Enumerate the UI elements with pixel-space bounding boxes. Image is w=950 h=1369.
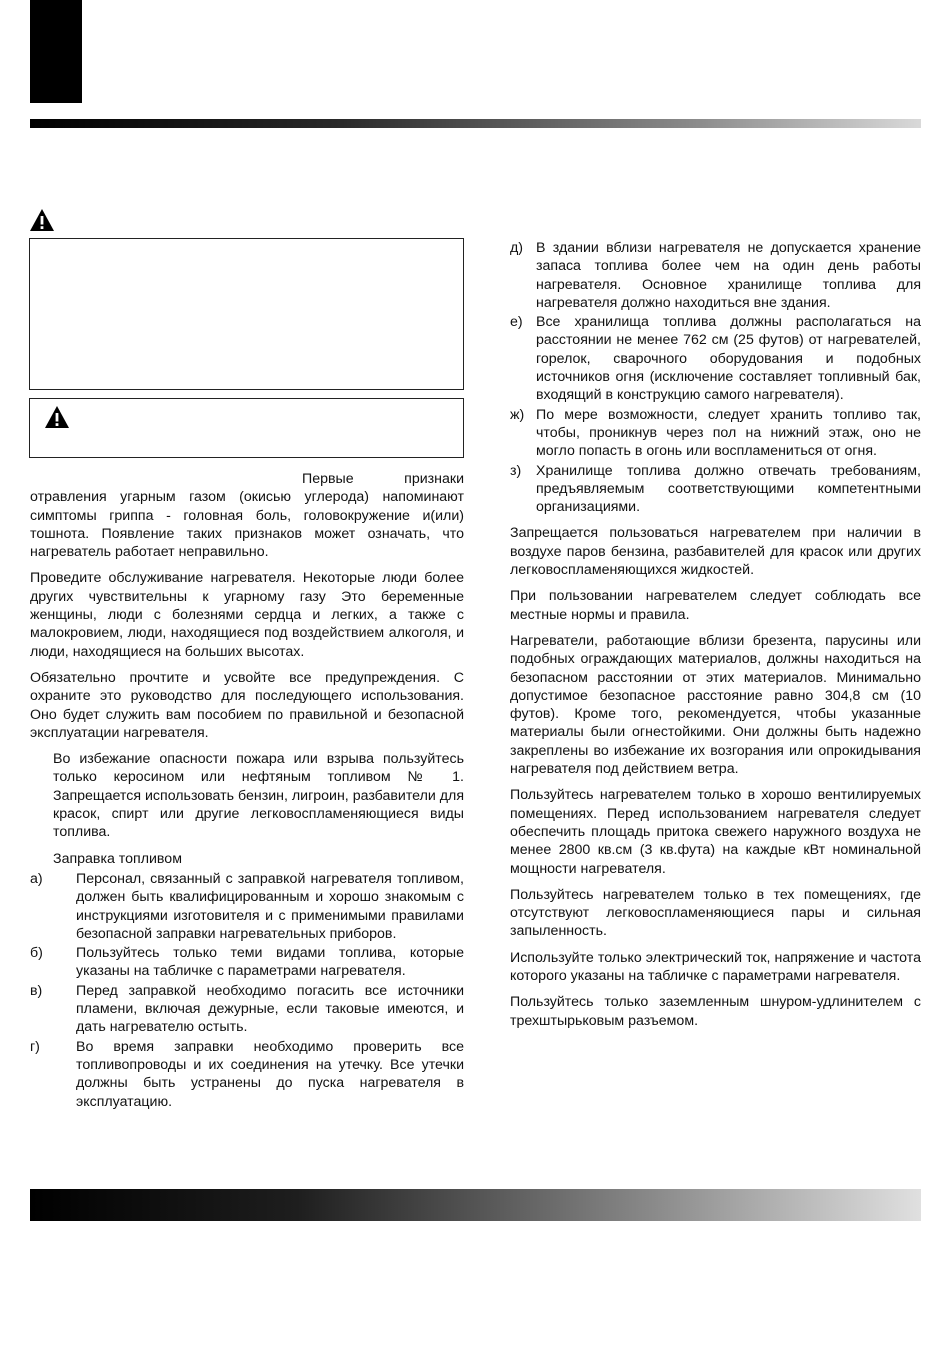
warning-box [29,238,464,390]
list-item-text: Персонал, связанный с заправкой нагревателя топливом, должен быть квалифицированным и хорошо знакомым с инструкциями изготовителя и с применимыми правилами безопасной заправки нагревательных приборов. [76,870,464,942]
list-marker: д) [510,240,524,256]
refuel-heading: Заправка топливом [53,850,182,867]
list-marker: ж) [510,406,525,423]
refuel-item [30,944,464,981]
list-marker: а) [30,870,43,887]
list-marker: г) [30,1038,40,1055]
list-item-text: По мере возможности, следует хранить топливо так, чтобы, проникнув через пол на нижний этаж, оно не могло попасть в огонь или воспламениться от огня. [536,406,921,460]
list-marker: е) [510,314,523,331]
list-item-text: Пользуйтесь только теми видами топлива, которые указаны на табличке с параметрами нагревателя. [76,945,464,980]
warning-triangle-icon [44,405,70,429]
list-item-text: Перед заправкой необходимо погасить все источники пламени, включая дежурные, если таковые имеются, и дать нагревателю остыть. [76,982,464,1036]
caution-box [29,398,464,458]
maintenance-paragraph: Проведите обслуживание нагревателя. Некоторые люди более других чувствительны к угарному газу Это беременные женщины, люди с болезнями сердца и легких, а также с малокровием, люди, находящиеся под воздействием алкоголя, и люди, находящиеся на больших высотах. [30,570,464,660]
storage-item [510,462,921,517]
refuel-item [30,1038,464,1111]
list-item-text: В здании вблизи нагревателя не допускается хранение запаса топлива более чем на один день работы нагревателя. Основное хранилище топлива для нагревателя должно находиться вне здания. [536,240,921,311]
grounded-cord-paragraph: Пользуйтесь только заземленным шнуром-удлинителем с трехштырьковым разъемом. [510,994,921,1029]
header-gradient-bar [30,119,921,128]
list-item-text: Во время заправки необходимо проверить все топливопроводы и их соединения на утечку. Все утечки должны быть устранены до пуска нагревателя в эксплуатацию. [76,1038,464,1110]
flammable-vapors-paragraph: Запрещается пользоваться нагревателем при наличии в воздухе паров бензина, разбавителей для красок или других легковоспламеняющихся жидкостей. [510,525,921,579]
ventilation-paragraph: Пользуйтесь нагревателем только в хорошо вентилируемых помещениях. Перед использованием нагревателя следует обеспечить площадь притока свежего наружного воздуха не менее 2800 кв.см (3 кв.фута) на каждые кВт номинальной мощности нагревателя. [510,787,921,877]
list-item-text: Хранилище топлива должно отвечать требованиям, предъявляемым соответствующими компетентными организациями. [536,462,921,516]
refuel-item [30,982,464,1037]
left-column [30,470,464,1112]
storage-item [510,406,921,461]
list-item-text: Все хранилища топлива должны располагаться на расстоянии не менее 762 см (25 футов) от нагревателей, горелок, сварочного оборудования и подобных источников огня (исключение составляет топливный бак, входящий в конструкцию самого нагревателя). [536,314,921,404]
fuel-type-paragraph: Во избежание опасности пожара или взрыва пользуйтесь только керосином или нефтяным топливом № 1. Запрещается использовать бензин, лигроин, разбавители для красок, спирт или другие легковоспламеняющиеся виды топлива. [53,751,464,841]
list-marker: б) [30,945,43,962]
warning-triangle-icon [29,208,55,232]
right-column [510,239,921,1038]
list-marker: в) [30,982,43,999]
list-marker: з) [510,462,522,479]
co-symptoms-paragraph: Первые признаки отравления угарным газом (окисью углерода) напоминают симптомы гриппа - головная боль, головокружение и(или) тошнота. Появление таких признаков может означать, что нагреватель работает неправильно. [30,471,464,561]
electric-supply-paragraph: Используйте только электрический ток, напряжение и частота которого указаны на табличке с параметрами нагревателя. [510,949,921,984]
footer-gradient-bar [30,1189,921,1221]
dust-free-paragraph: Пользуйтесь нагревателем только в тех помещениях, где отсутствуют легковоспламеняющиеся пары и сильная запыленность. [510,886,921,940]
storage-item [510,239,921,312]
read-warnings-paragraph: Обязательно прочтите и усвойте все предупреждения. С охраните это руководство для последующего использования. Оно будет служить вам пособием по правильной и безопасной эксплуатации нагревателя. [30,669,464,741]
storage-item [510,313,921,404]
section-tab-block [30,0,82,103]
local-codes-paragraph: При пользовании нагревателем следует соблюдать все местные нормы и правила. [510,588,921,623]
refuel-item [30,870,464,943]
tarpaulin-distance-paragraph: Нагреватели, работающие вблизи брезента, парусины или подобных ограждающих материалов, должны находиться на безопасном расстоянии от этих материалов. Минимально допустимое безопасное расстояние равно 304,8 см (10 футов). Кроме того, рекомендуется, чтобы указанные материалы были огнестойкими. Они должны быть надежно закреплены во избежание их возгорания или опрокидывания нагревателя под действием ветра. [510,632,921,778]
